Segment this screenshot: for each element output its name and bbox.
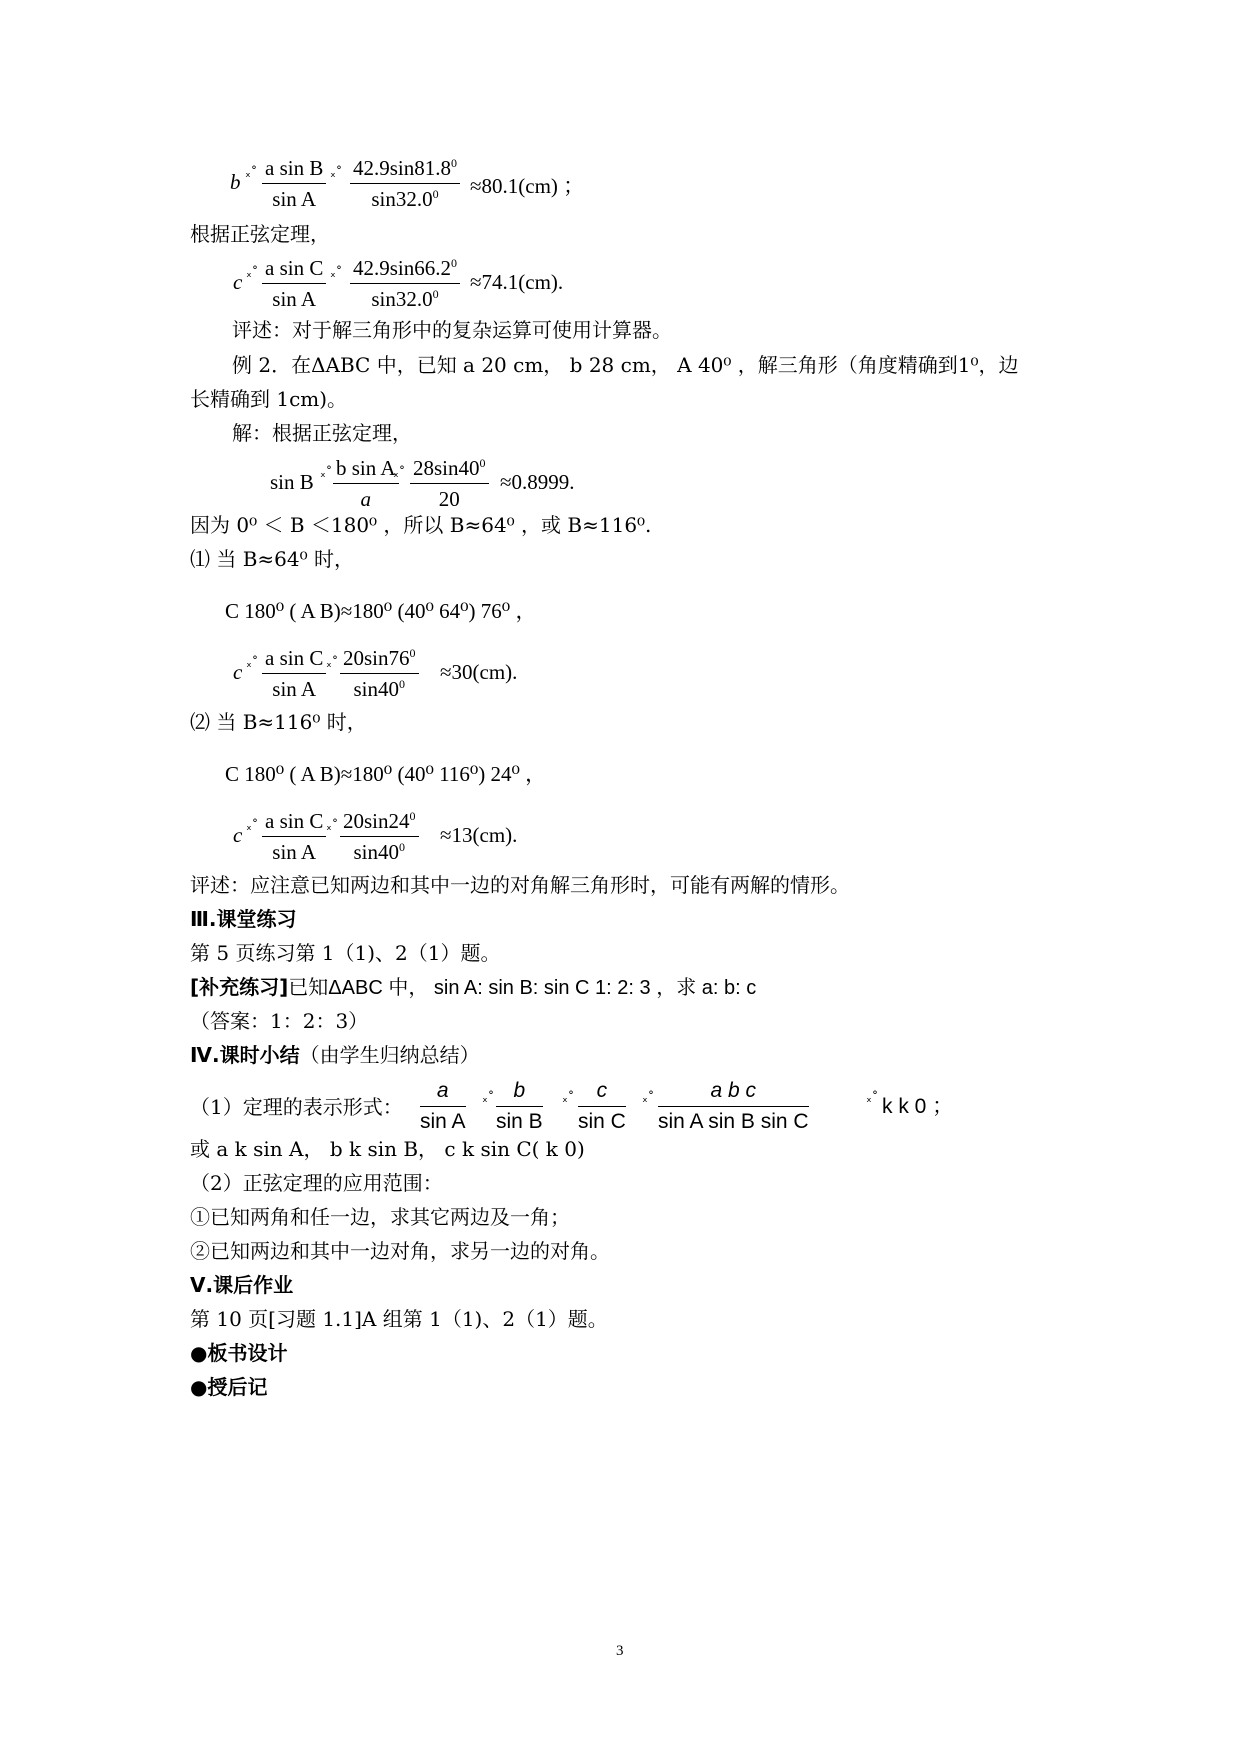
case2-c-result: ≈13(cm).: [440, 823, 518, 847]
because-line: 因为 0⁰ ＜ B ＜180⁰ ，所以 B≈64⁰ ，或 B≈116⁰.: [190, 513, 652, 537]
fraction-20sin24-over-sin40: $\frac{20\sin 24^0}{\sin 40^0}$: [340, 808, 419, 865]
case1-label: ⑴ 当 B≈64⁰ 时，: [190, 547, 354, 571]
case2-C-line: C 180⁰ ( A B)≈180⁰ (40⁰ 116⁰) 24⁰ ，: [225, 762, 547, 786]
section4-application-1: ①已知两角和任一边，求其它两边及一角；: [190, 1205, 570, 1229]
section4-item2-label: （2）正弦定理的应用范围：: [190, 1171, 443, 1195]
equals-glyph: ₓ˚: [246, 819, 259, 834]
example2-solution-intro: 解：根据正弦定理，: [232, 421, 412, 445]
eq-sinB-lhs: sin B: [270, 470, 314, 494]
fraction-42.9sin66.2-over-sin32: $\frac{42.9\sin 66.2^0}{\sin 32.0^0}$: [350, 255, 460, 312]
equals-glyph: ₓ˚: [642, 1091, 655, 1106]
case1-c-lhs: c: [233, 660, 243, 684]
example2-intro-line1: 例 2．在ΔABC 中，已知 a 20 cm， b 28 cm， A 40⁰ ，解三角形（角度精确到1⁰，边: [232, 353, 1019, 377]
fraction-a-over-sinA: $\frac{a}{\text{sin A}}$: [420, 1079, 466, 1133]
fraction-asinC-over-sinA-case2: $\frac{\text{a sin C}}{\text{sin A}}$: [262, 808, 326, 865]
comment-two-solutions: 评述：应注意已知两边和其中一边的对角解三角形时，可能有两解的情形。: [190, 873, 850, 897]
fraction-b-over-sinB: $\frac{b}{\text{sin B}}$: [496, 1079, 543, 1133]
fraction-asinC-over-sinA-case1: $\frac{\text{a sin C}}{\text{sin A}}$: [262, 645, 326, 702]
eq-b-result: ≈80.1(cm) ；: [470, 174, 585, 198]
equals-glyph: ₓ˚: [245, 166, 258, 181]
page-number: 3: [616, 1643, 624, 1659]
equals-glyph: ₓ˚: [482, 1091, 495, 1106]
section4-heading: Ⅳ.课时小结（由学生归纳总结）: [190, 1043, 480, 1067]
example2-intro-line2: 长精确到 1cm)。: [190, 387, 348, 411]
eq-c-result: ≈74.1(cm).: [470, 270, 564, 294]
equals-glyph: ₓ˚: [330, 166, 343, 181]
equals-glyph: ₓ˚: [326, 656, 339, 671]
section4-or-line: 或 a k sin A， b k sin B， c k sin C( k 0): [190, 1137, 585, 1161]
equals-glyph: ₓ˚: [393, 466, 406, 481]
equals-glyph: ₓ˚: [866, 1091, 879, 1106]
comment-calculator: 评述：对于解三角形中的复杂运算可使用计算器。: [232, 318, 672, 342]
fraction-42.9sin81.8-over-sin32: $\frac{42.9\sin 81.8^0}{\sin 32.0^0}$: [350, 155, 460, 212]
equals-glyph: ₓ˚: [246, 266, 259, 281]
equals-glyph: ₓ˚: [246, 656, 259, 671]
section3-heading: Ⅲ.课堂练习: [190, 907, 297, 931]
case2-c-lhs: c: [233, 823, 243, 847]
eq-sinB-result: ≈0.8999.: [500, 470, 575, 494]
section5-heading: Ⅴ.课后作业: [190, 1273, 294, 1297]
section3-answer: （答案：1：2：3）: [190, 1009, 369, 1033]
eq-b-lhs: b: [230, 170, 241, 194]
board-design-heading: ●板书设计: [190, 1341, 288, 1365]
section5-line1: 第 10 页[习题 1.1]A 组第 1（1)、2（1）题。: [190, 1307, 608, 1331]
equals-glyph: ₓ˚: [330, 266, 343, 281]
eq-c-lhs: c: [233, 270, 243, 294]
text-law-of-sines: 根据正弦定理，: [190, 222, 330, 246]
fraction-bsinA-over-a: $\frac{\text{b sin A}}{a}$: [333, 455, 399, 512]
equals-glyph: ₓ˚: [320, 466, 333, 481]
section3-line1: 第 5 页练习第 1（1)、2（1）题。: [190, 941, 501, 965]
section4-application-2: ②已知两边和其中一边对角，求另一边的对角。: [190, 1239, 610, 1263]
fraction-c-over-sinC: $\frac{c}{\text{sin C}}$: [578, 1079, 626, 1133]
equals-glyph: ₓ˚: [562, 1091, 575, 1106]
fraction-asinB-over-sinA: $\frac{\text{a sin B}}{\text{sin A}}$: [262, 155, 326, 212]
section4-item1-tail: k k 0 ；: [882, 1095, 954, 1118]
after-note-heading: ●授后记: [190, 1375, 268, 1399]
case2-label: ⑵ 当 B≈116⁰ 时，: [190, 710, 367, 734]
fraction-asinC-over-sinA: $\frac{\text{a sin C}}{\text{sin A}}$: [262, 255, 326, 312]
case1-c-result: ≈30(cm).: [440, 660, 518, 684]
case1-C-line: C 180⁰ ( A B)≈180⁰ (40⁰ 64⁰) 76⁰ ，: [225, 599, 537, 623]
fraction-20sin76-over-sin40: $\frac{20\sin 76^0}{\sin 40^0}$: [340, 645, 419, 702]
fraction-28sin40-over-20: $\frac{28\sin 40^0}{20}$: [410, 455, 489, 512]
fraction-sum-ratio: $\frac{\text{a b c}}{\text{sin A sin B sin C}}$: [658, 1079, 809, 1133]
section3-supplement: [补充练习]已知ΔABC 中， sin A: sin B: sin C 1: 2: 3 ，求 a: b: c: [190, 975, 757, 999]
equals-glyph: ₓ˚: [326, 819, 339, 834]
section4-item1-label: （1）定理的表示形式：: [190, 1095, 403, 1119]
